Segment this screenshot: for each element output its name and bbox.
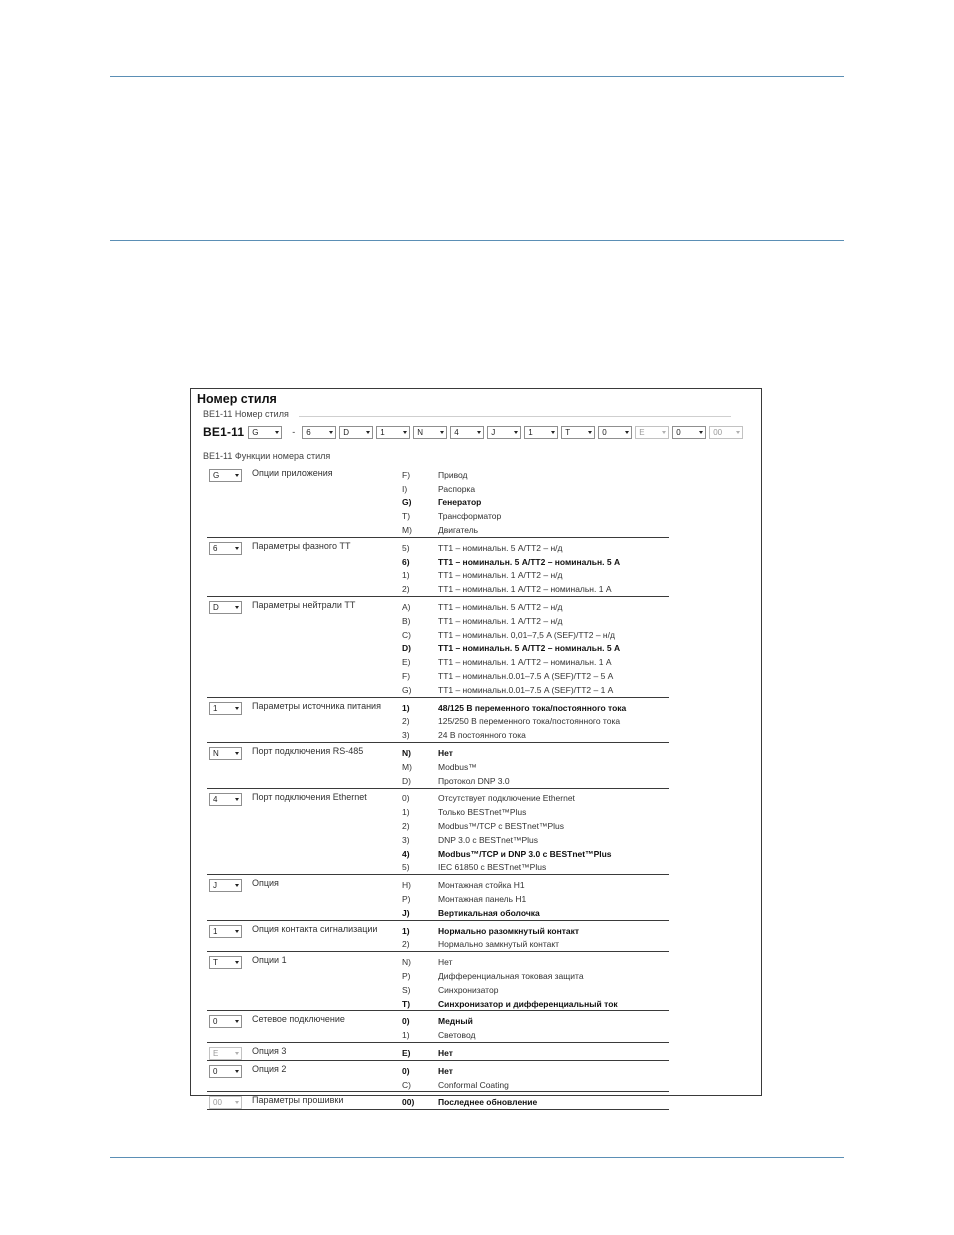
option-text: Нет [438, 957, 453, 968]
style-char-dropdown-11 [635, 426, 669, 439]
option-row [402, 819, 669, 833]
dropdown-value: 0 [213, 1066, 218, 1076]
style-char-dropdown-10[interactable] [598, 426, 632, 439]
option-text: Нет [438, 1065, 453, 1076]
option-code: D) [402, 775, 411, 786]
option-text: ТТ1 – номинальн.0.01–7.5 A (SEF)/ТТ2 – 1 A [438, 684, 614, 695]
option-text: 125/250 В переменного тока/постоянного тока [438, 716, 621, 727]
option-row [402, 1046, 669, 1060]
option-text: Нет [438, 1047, 453, 1058]
window-title: Номер стиля [197, 392, 277, 406]
option-text: Распорка [438, 483, 476, 494]
option-text: DNP 3.0 с BESTnet™Plus [438, 834, 538, 845]
option-text: Modbus™ [438, 761, 477, 772]
section-dropdown[interactable] [209, 469, 242, 482]
style-char-dropdown-8[interactable] [524, 426, 558, 439]
option-text: Трансформатор [438, 511, 502, 522]
option-text: Генератор [438, 497, 482, 508]
option-row [402, 1064, 669, 1078]
chevron-down-icon [477, 431, 481, 434]
option-row [402, 642, 669, 656]
section-dropdown[interactable] [209, 879, 242, 892]
option-text: ТТ1 – номинальн. 1 A/ТТ2 – н/д [438, 570, 563, 581]
chevron-down-icon [235, 884, 239, 887]
dropdown-value: 6 [213, 543, 218, 553]
style-section [207, 1043, 669, 1061]
section-label: Параметры прошивки [252, 1095, 344, 1106]
option-code: F) [402, 671, 411, 682]
top-rule [110, 76, 844, 77]
option-code: 5) [402, 542, 410, 553]
chevron-down-icon [366, 431, 370, 434]
option-row [402, 1095, 669, 1109]
dropdown-value: 4 [454, 427, 459, 437]
option-code: N) [402, 748, 411, 759]
style-section [207, 952, 669, 1011]
option-text: IEC 61850 с BESTnet™Plus [438, 862, 547, 873]
option-row [402, 805, 669, 819]
section-label: Опция 2 [252, 1063, 287, 1074]
chevron-down-icon [514, 431, 518, 434]
section-label: Параметры фазного ТТ [252, 540, 351, 551]
option-code: 00) [402, 1097, 415, 1108]
option-code: 2) [402, 939, 410, 950]
style-section [207, 921, 669, 953]
option-text: Синхронизатор и дифференциальный ток [438, 998, 618, 1009]
section-dropdown[interactable] [209, 601, 242, 614]
dropdown-value: 1 [380, 427, 385, 437]
option-code: J) [402, 907, 410, 918]
style-char-dropdown-9[interactable] [561, 426, 595, 439]
style-separator: - [292, 427, 296, 437]
option-text: ТТ1 – номинальн. 5 A/ТТ2 – н/д [438, 542, 563, 553]
chevron-down-icon [736, 431, 740, 434]
option-row [402, 614, 669, 628]
option-row [402, 878, 669, 892]
style-char-dropdown-13 [709, 426, 743, 439]
option-row [402, 582, 669, 596]
option-row [402, 760, 669, 774]
footer-rule [110, 1157, 844, 1158]
chevron-down-icon [235, 930, 239, 933]
option-row [402, 969, 669, 983]
dropdown-value: T [565, 427, 571, 437]
option-row [402, 938, 669, 952]
option-row [402, 655, 669, 669]
option-code: T) [402, 511, 411, 522]
section-label: Порт подключения Ethernet [252, 791, 367, 802]
option-code: 6) [402, 556, 410, 567]
dropdown-value: 00 [713, 427, 723, 437]
dropdown-value: 1 [213, 703, 218, 713]
style-section [207, 1011, 669, 1043]
chevron-down-icon [235, 1052, 239, 1055]
option-row [402, 541, 669, 555]
option-text: Только BESTnet™Plus [438, 807, 527, 818]
dropdown-value: 1 [528, 427, 533, 437]
chevron-down-icon [235, 1070, 239, 1073]
chevron-down-icon [275, 431, 279, 434]
option-code: 1) [402, 570, 410, 581]
option-code: 1) [402, 925, 410, 936]
chevron-down-icon [235, 798, 239, 801]
option-code: M) [402, 761, 412, 772]
option-code: E) [402, 657, 411, 668]
dropdown-value: N [417, 427, 424, 437]
option-text: Протокол DNP 3.0 [438, 775, 510, 786]
dropdown-value: T [213, 958, 218, 968]
option-row [402, 997, 669, 1011]
dropdown-value: E [639, 427, 645, 437]
option-code: 1) [402, 1030, 410, 1041]
option-code: 3) [402, 834, 410, 845]
option-code: G) [402, 497, 412, 508]
style-section [207, 465, 669, 538]
option-row [402, 468, 669, 482]
section-label: Опция контакта сигнализации [252, 923, 378, 934]
style-char-dropdown-1[interactable] [248, 426, 282, 439]
option-row [402, 955, 669, 969]
option-text: ТТ1 – номинальн. 0,01–7,5 A (SEF)/ТТ2 – н/д [438, 629, 615, 640]
style-number-window [190, 388, 762, 1108]
dropdown-value: G [213, 471, 220, 480]
option-code: H) [402, 880, 411, 891]
option-text: Двигатель [438, 525, 479, 536]
chevron-down-icon [329, 431, 333, 434]
style-section [207, 875, 669, 920]
chevron-down-icon [662, 431, 666, 434]
group-divider [299, 416, 731, 417]
option-code: T) [402, 998, 411, 1009]
dropdown-value: G [252, 427, 259, 437]
section-dropdown[interactable] [209, 793, 242, 806]
option-row [402, 715, 669, 729]
option-code: S) [402, 984, 411, 995]
option-code: 3) [402, 730, 410, 741]
chevron-down-icon [440, 431, 444, 434]
option-text: ТТ1 – номинальн.0.01–7.5 A (SEF)/ТТ2 – 5 A [438, 671, 614, 682]
option-text: Дифференциальная токовая защита [438, 970, 584, 981]
option-row [402, 496, 669, 510]
chevron-down-icon [235, 606, 239, 609]
option-row [402, 892, 669, 906]
dropdown-value: E [213, 1049, 219, 1059]
style-functions-table [207, 465, 669, 1110]
chevron-down-icon [235, 707, 239, 710]
style-char-dropdown-2[interactable] [302, 426, 336, 439]
model-label: BE1-11 [203, 425, 245, 439]
option-row [402, 792, 669, 806]
dropdown-value: 0 [213, 1017, 218, 1027]
style-char-dropdown-5[interactable] [413, 426, 447, 439]
option-text: Нет [438, 748, 453, 759]
chevron-down-icon [235, 474, 239, 477]
dropdown-value: J [213, 881, 217, 891]
style-section [207, 1092, 669, 1110]
option-row [402, 1028, 669, 1042]
option-code: G) [402, 684, 412, 695]
option-row [402, 482, 669, 496]
option-code: C) [402, 629, 411, 640]
option-code: 0) [402, 1016, 410, 1027]
section-label: Опция 3 [252, 1046, 287, 1057]
option-code: A) [402, 602, 411, 613]
section-label: Опции 1 [252, 955, 287, 966]
section-label: Параметры нейтрали ТТ [252, 600, 356, 611]
option-text: Монтажная стойка H1 [438, 880, 525, 891]
option-text: Modbus™/TCP с BESTnet™Plus [438, 821, 564, 832]
style-section [207, 538, 669, 597]
option-row [402, 774, 669, 788]
chevron-down-icon [551, 431, 555, 434]
option-row [402, 600, 669, 614]
style-number-row [203, 424, 746, 440]
option-text: Световод [438, 1030, 476, 1041]
option-row [402, 924, 669, 938]
option-text: 48/125 В переменного тока/постоянного тока [438, 702, 627, 713]
option-text: ТТ1 – номинальн. 5 A/ТТ2 – н/д [438, 602, 563, 613]
dropdown-value: 0 [602, 427, 607, 437]
option-code: C) [402, 1079, 411, 1090]
option-code: 0) [402, 793, 410, 804]
option-text: ТТ1 – номинальн. 1 A/ТТ2 – номинальн. 1 A [438, 657, 612, 668]
option-code: I) [402, 483, 408, 494]
option-row [402, 669, 669, 683]
second-rule [110, 240, 844, 241]
style-char-dropdown-12[interactable] [672, 426, 706, 439]
section-label: Параметры источника питания [252, 700, 381, 711]
option-row [402, 906, 669, 920]
chevron-down-icon [235, 961, 239, 964]
dropdown-value: N [213, 749, 219, 759]
option-text: Modbus™/TCP и DNP 3.0 с BESTnet™Plus [438, 848, 612, 859]
option-row [402, 983, 669, 997]
style-section [207, 1061, 669, 1093]
dropdown-value: J [491, 427, 496, 437]
chevron-down-icon [235, 547, 239, 550]
option-code: F) [402, 469, 411, 480]
option-row [402, 701, 669, 715]
section-label: Порт подключения RS-485 [252, 746, 364, 757]
section-dropdown[interactable] [209, 702, 242, 715]
style-section [207, 743, 669, 788]
option-text: Синхронизатор [438, 984, 499, 995]
option-text: ТТ1 – номинальн. 1 A/ТТ2 – номинальн. 1 A [438, 584, 612, 595]
option-text: Привод [438, 469, 468, 480]
functions-group-label: BE1-11 Функции номера стиля [203, 451, 331, 461]
option-text: 24 В постоянного тока [438, 730, 526, 741]
chevron-down-icon [625, 431, 629, 434]
chevron-down-icon [235, 1020, 239, 1023]
option-row [402, 569, 669, 583]
dropdown-value: 00 [213, 1098, 222, 1108]
option-text: Conformal Coating [438, 1079, 509, 1090]
option-row [402, 555, 669, 569]
option-code: P) [402, 894, 411, 904]
option-text: Монтажная панель H1 [438, 894, 527, 904]
section-dropdown[interactable] [209, 542, 242, 555]
option-code: N) [402, 957, 411, 968]
option-row [402, 509, 669, 523]
chevron-down-icon [235, 752, 239, 755]
option-code: 2) [402, 584, 410, 595]
section-label: Сетевое подключение [252, 1014, 345, 1025]
option-text: Отсутствует подключение Ethernet [438, 793, 575, 804]
option-code: 1) [402, 807, 410, 818]
dropdown-value: 1 [213, 926, 218, 936]
section-label: Опция [252, 878, 279, 889]
dropdown-value: 4 [213, 794, 218, 804]
section-dropdown[interactable] [209, 1015, 242, 1028]
section-dropdown[interactable] [209, 747, 242, 760]
option-row [402, 683, 669, 697]
option-text: ТТ1 – номинальн. 5 A/ТТ2 – номинальн. 5 A [438, 643, 621, 654]
style-char-dropdown-6[interactable] [450, 426, 484, 439]
chevron-down-icon [699, 431, 703, 434]
option-code: D) [402, 643, 411, 654]
section-dropdown [209, 1096, 242, 1109]
style-section [207, 789, 669, 876]
option-text: Вертикальная оболочка [438, 907, 540, 918]
style-char-dropdown-3[interactable] [339, 426, 373, 439]
chevron-down-icon [235, 1101, 239, 1104]
option-code: 4) [402, 848, 410, 859]
section-label: Опции приложения [252, 468, 333, 478]
option-row [402, 628, 669, 642]
option-row [402, 1078, 669, 1092]
option-code: B) [402, 615, 411, 626]
section-dropdown [209, 1047, 242, 1060]
option-code: E) [402, 1047, 411, 1058]
dropdown-value: 0 [676, 427, 681, 437]
section-dropdown[interactable] [209, 956, 242, 969]
option-text: Последнее обновление [438, 1097, 538, 1108]
style-number-group-label: BE1-11 Номер стиля [203, 409, 289, 419]
option-code: 0) [402, 1065, 410, 1076]
style-char-dropdown-7[interactable] [487, 426, 521, 439]
option-text: ТТ1 – номинальн. 5 A/ТТ2 – номинальн. 5 A [438, 556, 621, 567]
chevron-down-icon [403, 431, 407, 434]
style-section [207, 597, 669, 698]
option-text: ТТ1 – номинальн. 1 A/ТТ2 – н/д [438, 615, 563, 626]
option-row [402, 861, 669, 875]
style-char-dropdown-4[interactable] [376, 426, 410, 439]
option-row [402, 833, 669, 847]
section-dropdown[interactable] [209, 1065, 242, 1078]
option-row [402, 746, 669, 760]
option-row [402, 728, 669, 742]
option-code: 1) [402, 702, 410, 713]
option-code: M) [402, 525, 412, 536]
option-row [402, 523, 669, 537]
option-row [402, 847, 669, 861]
option-text: Нормально разомкнутый контакт [438, 925, 580, 936]
dropdown-value: 6 [306, 427, 311, 437]
section-dropdown[interactable] [209, 925, 242, 938]
chevron-down-icon [588, 431, 592, 434]
option-code: 2) [402, 821, 410, 832]
dropdown-value: D [343, 427, 350, 437]
style-section [207, 698, 669, 743]
option-text: Нормально замкнутый контакт [438, 939, 560, 950]
option-text: Медный [438, 1016, 473, 1027]
option-row [402, 1014, 669, 1028]
option-code: 5) [402, 862, 410, 873]
option-code: P) [402, 970, 411, 981]
dropdown-value: D [213, 603, 219, 613]
option-code: 2) [402, 716, 410, 727]
